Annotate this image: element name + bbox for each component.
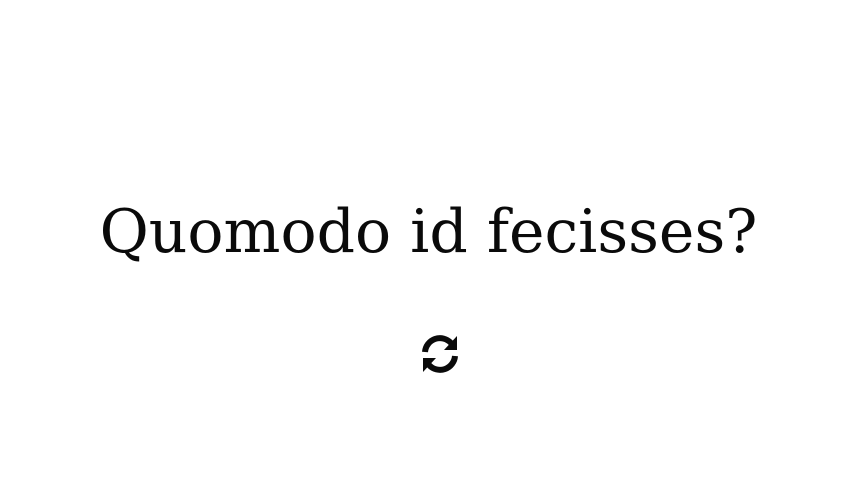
refresh-button[interactable] — [414, 328, 466, 380]
refresh-icon — [414, 328, 466, 380]
question-heading: Quomodo id fecisses? — [99, 197, 758, 267]
